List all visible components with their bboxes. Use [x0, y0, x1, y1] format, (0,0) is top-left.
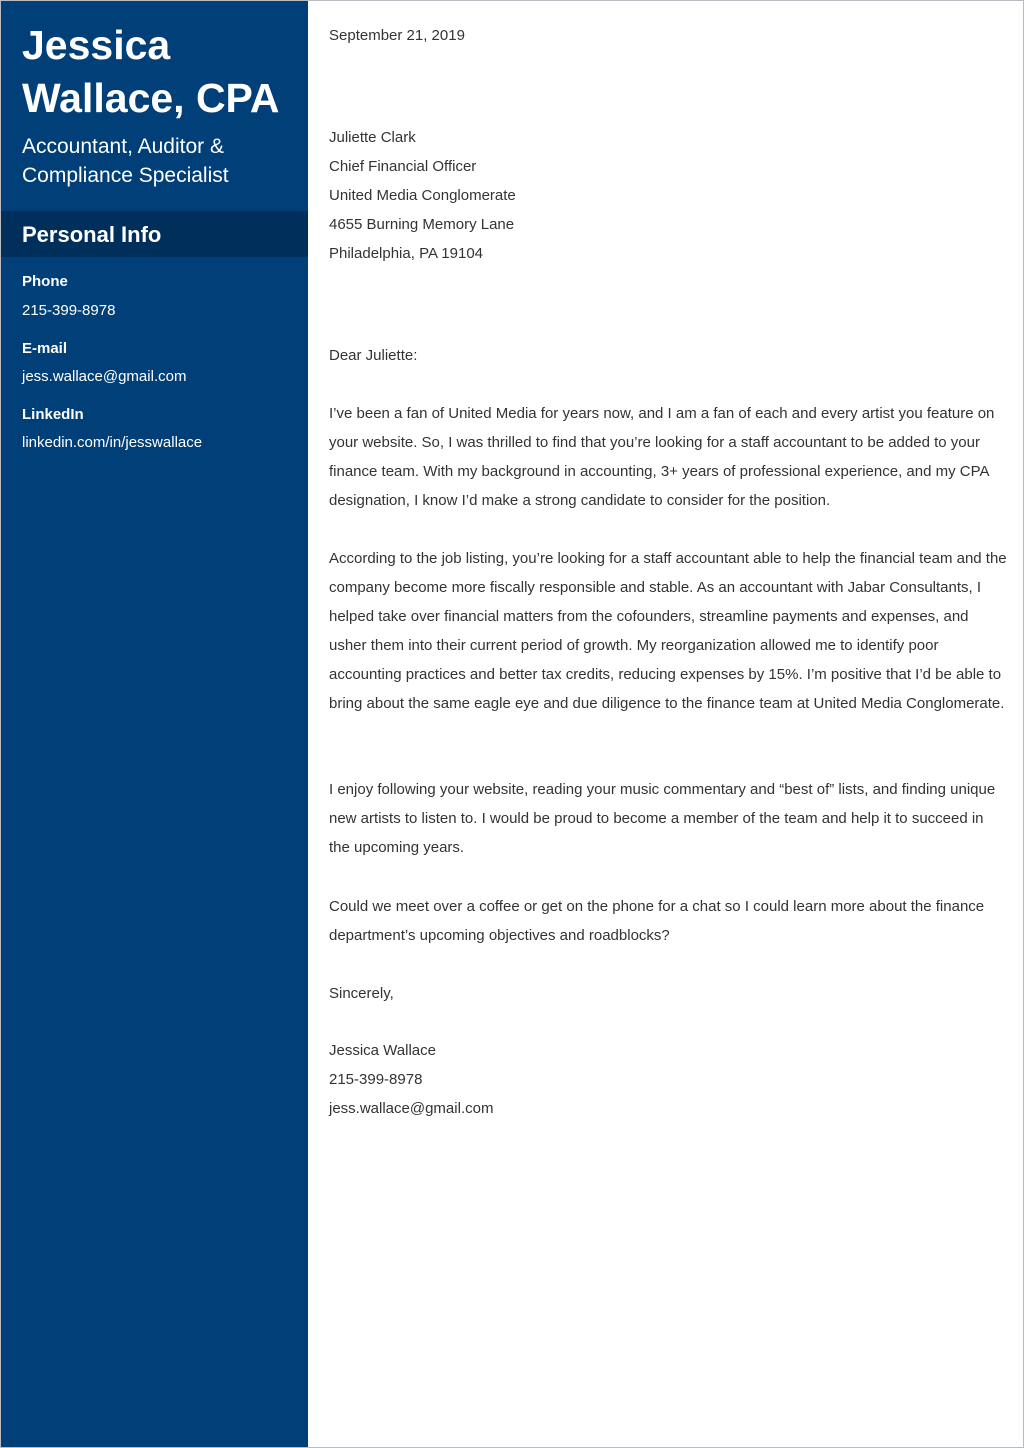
signature-phone: 215-399-8978 — [329, 1071, 423, 1088]
recipient-city: Philadelphia, PA 19104 — [329, 245, 484, 262]
phone-label: Phone — [22, 273, 68, 290]
signature-name: Jessica Wallace — [329, 1042, 436, 1059]
personal-info-title: Personal Info — [22, 222, 162, 247]
body-paragraph-3: I enjoy following your website, reading your music commentary and “best of” lists, and finding unique new artists to listen to. I would be proud to become a member of the team and help it to succeed in the upcoming years. — [329, 781, 996, 856]
job-title-line-1: Accountant, Auditor & — [22, 135, 224, 158]
phone-value: 215-399-8978 — [22, 302, 116, 319]
recipient-name: Juliette Clark — [329, 129, 416, 146]
recipient-company: United Media Conglomerate — [329, 187, 516, 204]
linkedin-value: linkedin.com/in/jesswallace — [22, 434, 203, 451]
applicant-job-title — [22, 132, 302, 190]
applicant-first-name: Jessica — [22, 22, 171, 68]
applicant-last-name: Wallace, CPA — [22, 75, 280, 121]
sidebar — [1, 1, 308, 1447]
job-title-line-2: Compliance Specialist — [22, 164, 229, 187]
email-label: E-mail — [22, 340, 68, 357]
body-paragraph-4: Could we meet over a coffee or get on the phone for a chat so I could learn more about the finance department’s upcoming objectives and roadblocks? — [329, 898, 985, 944]
applicant-name — [22, 19, 302, 125]
signature-email: jess.wallace@gmail.com — [329, 1100, 494, 1117]
email-value: jess.wallace@gmail.com — [22, 368, 187, 385]
letter-date: September 21, 2019 — [329, 27, 465, 44]
body-paragraph-2: According to the job listing, you’re looking for a staff accountant able to help the financial team and the company become more fiscally responsible and stable. As an accountant with Jabar Consultants, I helped take over financial matters from the cofounders, streamline payments and expenses, and usher them into their current period of growth. My reorganization allowed me to identify poor accounting practices and better tax credits, reducing expenses by 15%. I’m positive that I’d be able to bring about the same eagle eye and due diligence to the finance team at United Media Conglomerate. — [329, 550, 1007, 712]
recipient-title: Chief Financial Officer — [329, 158, 477, 175]
recipient-street: 4655 Burning Memory Lane — [329, 216, 515, 233]
body-paragraph-1: I’ve been a fan of United Media for years now, and I am a fan of each and every artist you feature on your website. So, I was thrilled to find that you’re looking for a staff accountant to be added to your finance team. With my background in accounting, 3+ years of professional experience, and my CPA designation, I know I’d make a strong candidate to consider for the position. — [329, 405, 995, 509]
greeting: Dear Juliette: — [329, 347, 418, 364]
personal-info-header — [1, 211, 308, 257]
closing: Sincerely, — [329, 985, 394, 1002]
linkedin-label: LinkedIn — [22, 406, 84, 423]
